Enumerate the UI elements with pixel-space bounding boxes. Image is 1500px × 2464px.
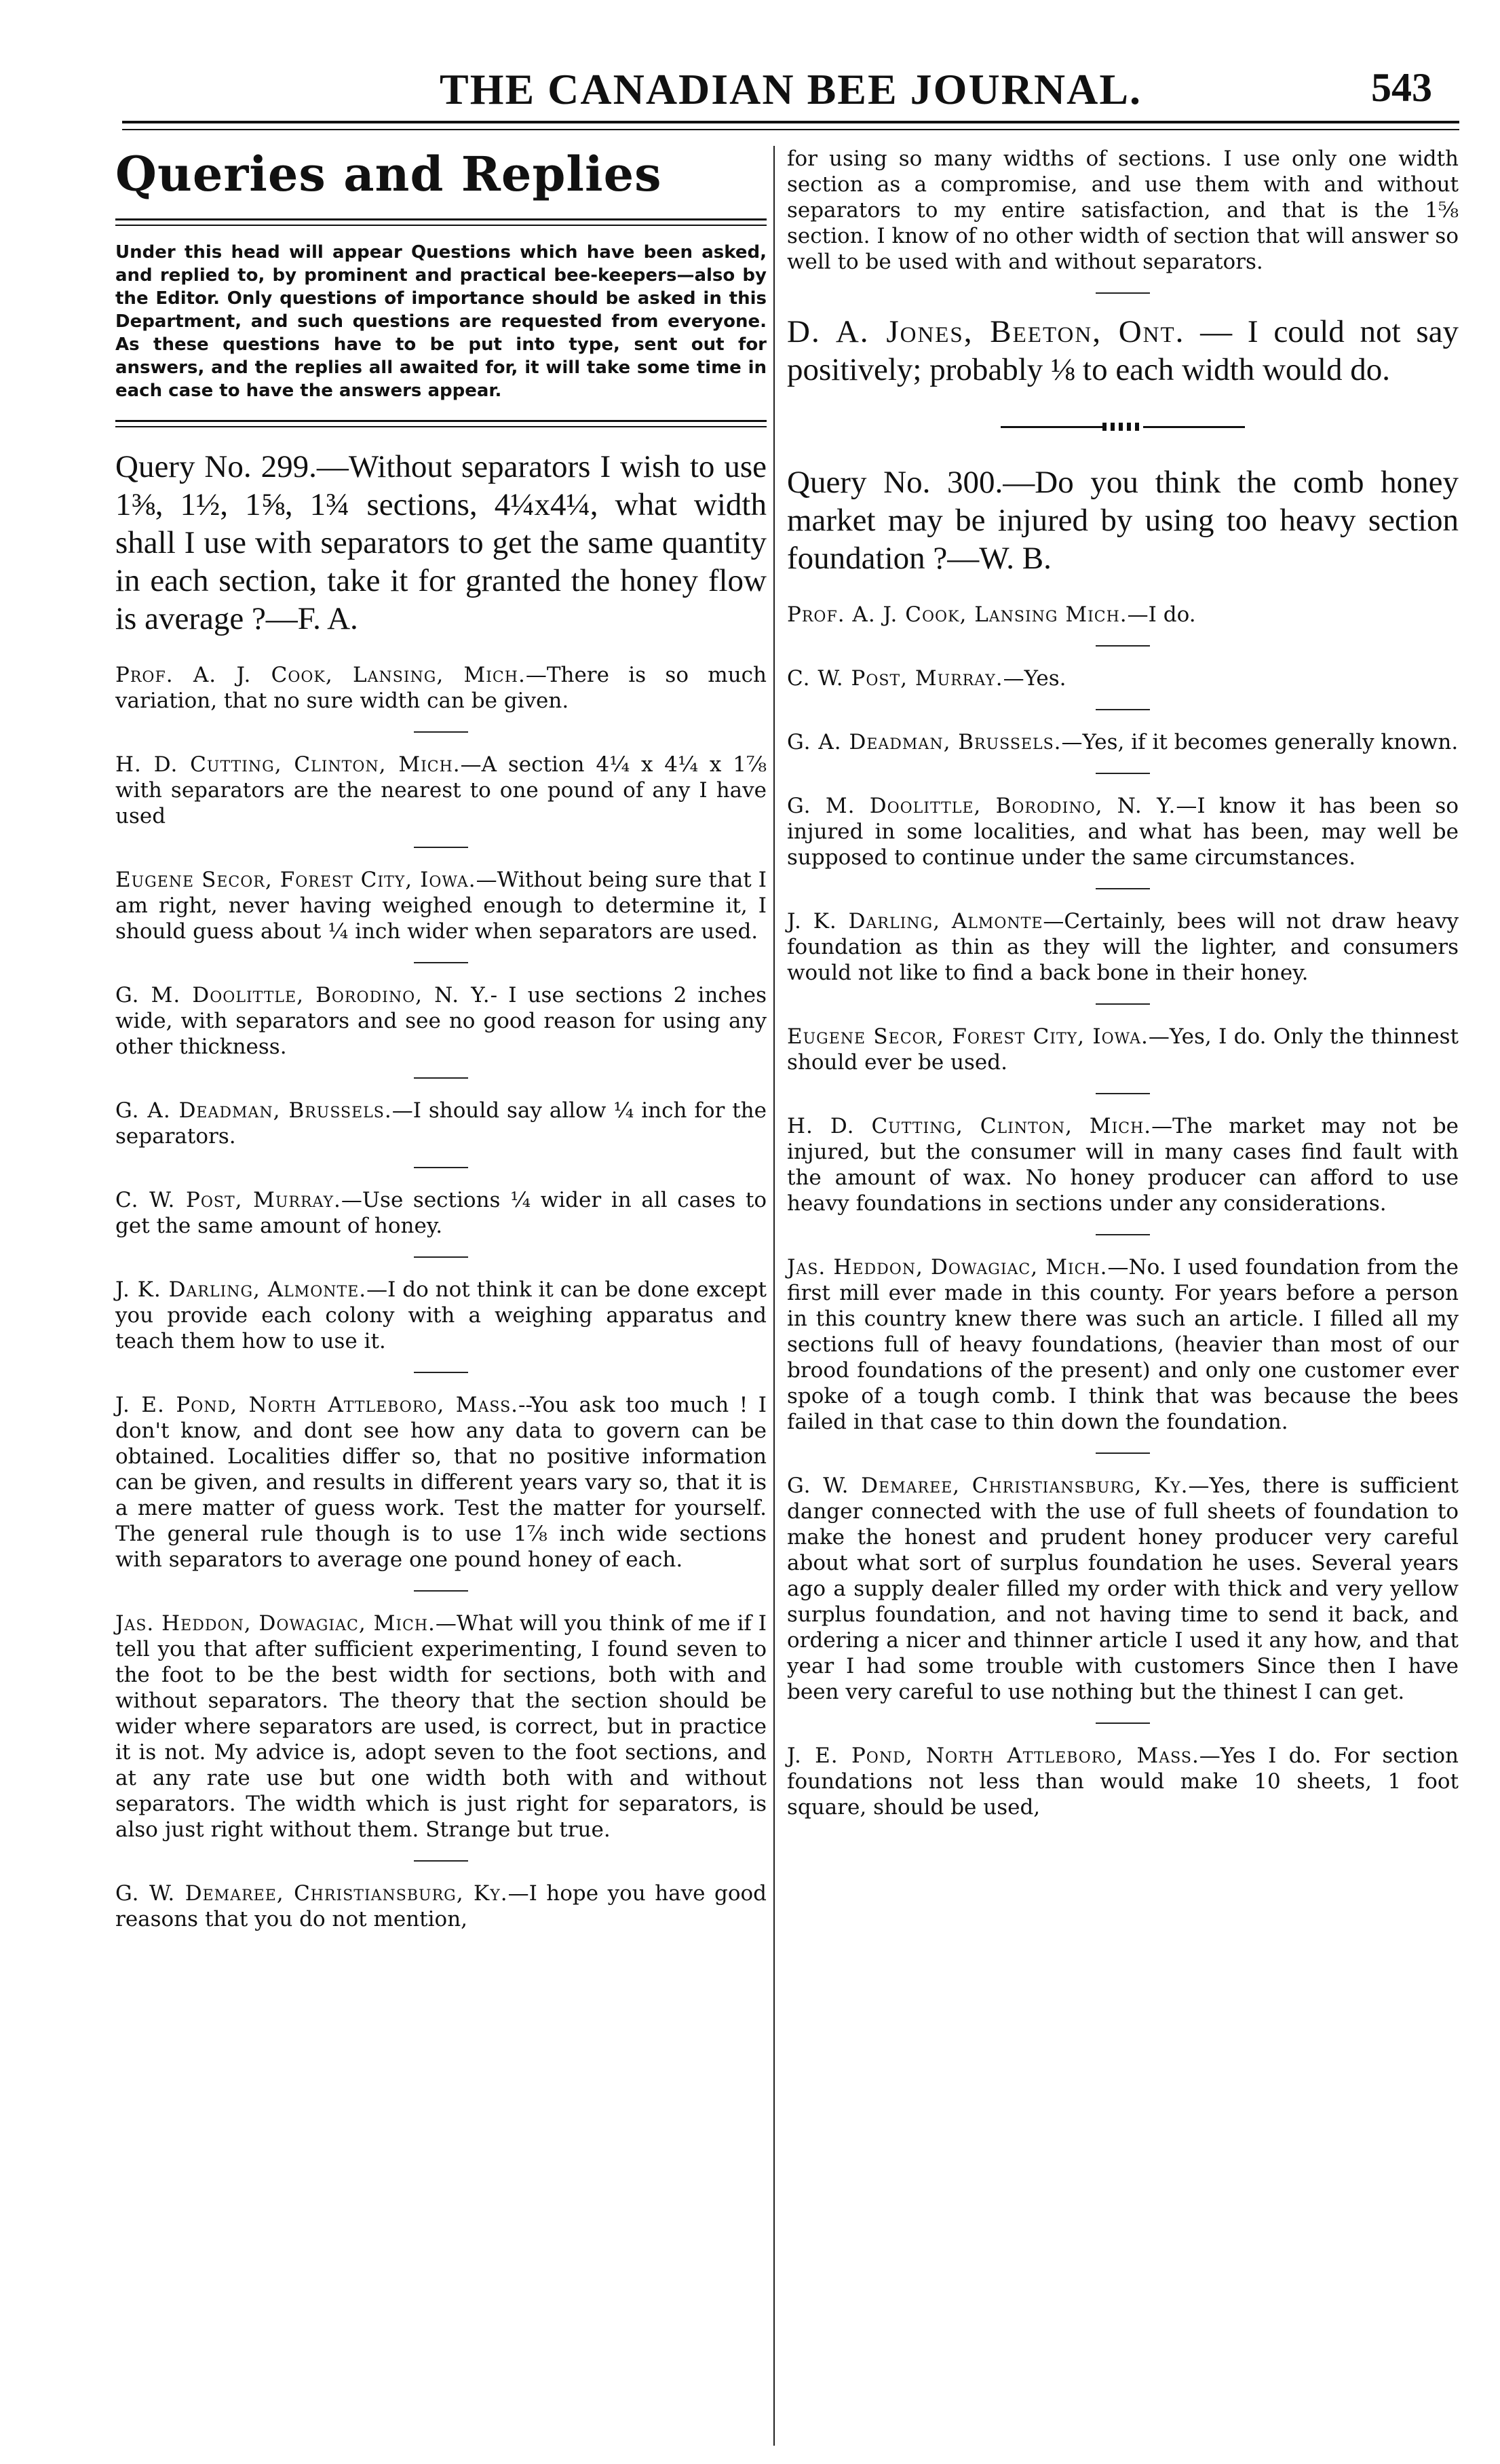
answer-byline: G. A. Deadman, Brussels. xyxy=(787,730,1062,754)
answer-rule xyxy=(1096,709,1150,710)
title-rule xyxy=(115,218,767,226)
answer xyxy=(115,1098,767,1149)
answer-jones xyxy=(787,313,1459,389)
answer-text: — I could not say positively; probably ⅛ to each width would do. xyxy=(787,314,1459,387)
answer-rule xyxy=(414,1256,468,1258)
answer-text: —There is so much variation, that no sure width can be given. xyxy=(115,663,767,713)
answer xyxy=(115,1611,767,1843)
journal-title: THE CANADIAN BEE JOURNAL. xyxy=(440,65,1142,113)
answer xyxy=(115,982,767,1060)
answer-rule xyxy=(1096,1452,1150,1454)
answer xyxy=(787,1743,1459,1820)
answer-text: —I hope you have good reasons that you do not mention, xyxy=(115,1881,767,1931)
answer-byline: D. A. Jones, Beeton, Ont. xyxy=(787,314,1185,349)
answer-byline: Prof. A. J. Cook, Lansing Mich. xyxy=(787,602,1128,627)
page-number: 543 xyxy=(1371,65,1432,110)
answer xyxy=(787,666,1459,691)
answer-text: —I do. xyxy=(1127,602,1196,627)
answer-byline: G. W. Demaree, Christiansburg, Ky. xyxy=(787,1474,1189,1498)
answer-text: —Yes I do. For section foundations not less than would make 10 sheets, 1 foot square, should be used, xyxy=(787,1744,1459,1820)
answer-rule xyxy=(1096,1234,1150,1235)
answer-text: —No. I used foundation from the first mill ever made in this county. For years before a person in this country knew there was such an article. I filled all my sections full of heavy foundations, (heavier than most of our brood foundations of the present) and only one customer ever spoke of a tough comb. I think that was because the bees failed in that case to thin down the foundation. xyxy=(787,1255,1459,1434)
answer-text: —Use sections ¼ wider in all cases to get the same amount of honey. xyxy=(115,1188,767,1238)
right-column xyxy=(787,146,1459,1820)
answer-text: —I do not think it can be done except you provide each colony with a weighing apparatus and teach them how to use it. xyxy=(115,1277,767,1353)
answer-rule xyxy=(1096,292,1150,294)
answer xyxy=(787,1024,1459,1075)
answer-rule xyxy=(414,1077,468,1079)
answer xyxy=(787,1254,1459,1435)
answer-rule xyxy=(1096,1722,1150,1724)
answer-rule xyxy=(414,847,468,848)
answer-byline: Eugene Secor, Forest City, Iowa. xyxy=(115,868,476,892)
query-300-answers xyxy=(787,602,1459,1820)
answer-byline: Jas. Heddon, Dowagiac, Mich. xyxy=(787,1255,1108,1279)
answer-text: —Yes, there is sufficient danger connected with the use of full sheets of foundation to make the honest and prudent honey producer very careful about what sort of surplus foundation he uses. Several years ago a supply dealer filled my order with thick and very yellow surplus foundation, and not having time to send it back, and ordering a nicer and thinner article I used it any how, and that year I had some trouble with customers Since then I have been very careful to use nothing but the thinest I can get. xyxy=(787,1474,1459,1704)
answer-text: —A section 4¼ x 4¼ x 1⅞ with separators are the nearest to one pound of any I have used xyxy=(115,752,767,828)
query-299: Query No. 299.—Without separators I wish to use 1⅜, 1½, 1⅝, 1¾ sections, 4¼x4¼, what width shall I use with separators to get the same quantity in each section, take it for granted the honey flow is average ?—F. A. xyxy=(115,449,767,636)
answer-text: —Yes. xyxy=(1003,666,1066,691)
answer xyxy=(115,752,767,829)
answer xyxy=(787,908,1459,986)
intro-rule xyxy=(115,420,767,427)
answer-rule xyxy=(414,1372,468,1373)
answer-rule xyxy=(414,1860,468,1862)
answer-rule xyxy=(1096,645,1150,647)
answer-byline: J. K. Darling, Almonte. xyxy=(115,1277,367,1302)
answer-byline: H. D. Cutting, Clinton, Mich. xyxy=(115,752,461,777)
answer-rule xyxy=(414,1167,468,1168)
answer-byline: Prof. A. J. Cook, Lansing, Mich. xyxy=(115,663,526,687)
answer xyxy=(787,1113,1459,1216)
answer-rule xyxy=(1096,1003,1150,1005)
answer xyxy=(787,729,1459,755)
answer-text: —Certainly, bees will not draw heavy foundation as thin as they will the lighter, and consumers would not like to find a back bone in their honey. xyxy=(787,909,1459,985)
query-300: Query No. 300.—Do you think the comb honey market may be injured by using too heavy section foundation ?—W. B. xyxy=(787,465,1459,576)
running-head xyxy=(122,64,1459,126)
answer-byline: J. E. Pond, North Attleboro, Mass. xyxy=(115,1393,518,1417)
answer-byline: C. W. Post, Murray. xyxy=(115,1188,341,1212)
answer-text: - I use sections 2 inches wide, with separators and see no good reason for using any other thickness. xyxy=(115,983,767,1059)
answer-text: --You ask too much ! I don't know, and dont see how any data to govern can be obtained. Localities differ so, that no positive information can be given, and results in different years vary so, that it is a mere matter of guess work. Test the matter for yourself. The general rule though is to use 1⅞ inch wide sections with separators to average one pound honey of each. xyxy=(115,1393,767,1572)
answer xyxy=(787,602,1459,628)
ornamental-rule xyxy=(787,416,1459,436)
answer xyxy=(115,1187,767,1239)
answer-text: —I know it has been so injured in some localities, and what has been, may well be supposed to continue under the same circumstances. xyxy=(787,794,1459,870)
answer xyxy=(115,1392,767,1573)
answer-byline: J. E. Pond, North Attleboro, Mass. xyxy=(787,1744,1199,1768)
answer-byline: G. M. Doolittle, Borodino, N. Y. xyxy=(115,983,491,1007)
answer-byline: G. A. Deadman, Brussels. xyxy=(115,1098,392,1123)
answer-rule xyxy=(414,962,468,963)
answer xyxy=(787,793,1459,870)
answer-byline: Eugene Secor, Forest City, Iowa. xyxy=(787,1024,1149,1049)
left-column xyxy=(115,146,767,1932)
answer-byline: H. D. Cutting, Clinton, Mich. xyxy=(787,1114,1152,1138)
answer xyxy=(115,1277,767,1354)
answer-text: —Yes, if it becomes generally known. xyxy=(1061,730,1459,754)
department-intro: Under this head will appear Questions which have been asked, and replied to, by prominent and practical bee-keepers—also by the Editor. Only questions of importance should be asked in this Department, and such questions are requested from everyone. As these questions have to be put into type, sent out for answers, and the replies all awaited for, it will take some time in each case to have the answers appear. xyxy=(115,242,767,401)
answer-rule xyxy=(1096,888,1150,889)
answer-byline: Jas. Heddon, Dowagiac, Mich. xyxy=(115,1611,436,1636)
continued-answer: for using so many widths of sections. I use only one width section as a compromise, and use them with and without separators to my entire satisfaction, and that is the 1⅝ section. I know of no other width of section that will answer so well to be used with and without separators. xyxy=(787,147,1459,274)
answer-rule xyxy=(414,731,468,733)
answer-byline: C. W. Post, Murray. xyxy=(787,666,1003,691)
answer-rule xyxy=(1096,773,1150,774)
answer-text: —The market may not be injured, but the consumer will in many cases find fault with the amount of wax. No honey producer can afford to use heavy foundations in sections under any considerations. xyxy=(787,1114,1459,1216)
answer-text: —What will you think of me if I tell you that after sufficient experimenting, I found seven to the foot to be the best width for sections, both with and without separators. The theory that the section should be wider where separators are used, is correct, but in practice it is not. My advice is, adopt seven to the foot sections, and at any rate use but one width both with and without separators. The width which is just right for separators, is also just right without them. Strange but true. xyxy=(115,1611,767,1842)
header-rule-thin xyxy=(122,129,1459,130)
answer xyxy=(115,662,767,714)
header-rule xyxy=(122,121,1459,123)
answer-byline: J. K. Darling, Almonte xyxy=(787,909,1043,933)
answer-text: —Without being sure that I am right, never having weighed enough to determine it, I should guess about ¼ inch wider when separators are used. xyxy=(115,868,767,944)
section-title: Queries and Replies xyxy=(115,146,662,202)
answer xyxy=(115,1881,767,1932)
answer-byline: G. M. Doolittle, Borodino, N. Y. xyxy=(787,794,1176,818)
answer-rule xyxy=(414,1590,468,1592)
answer xyxy=(115,867,767,944)
answer-text: —I should say allow ¼ inch for the separators. xyxy=(115,1098,767,1149)
answer-rule xyxy=(1096,1093,1150,1094)
answer-byline: G. W. Demaree, Christiansburg, Ky. xyxy=(115,1881,508,1906)
answer xyxy=(787,1473,1459,1705)
column-divider xyxy=(773,146,775,2446)
query-299-answers xyxy=(115,662,767,1932)
answer-text: —Yes, I do. Only the thinnest should ever be used. xyxy=(787,1024,1459,1075)
